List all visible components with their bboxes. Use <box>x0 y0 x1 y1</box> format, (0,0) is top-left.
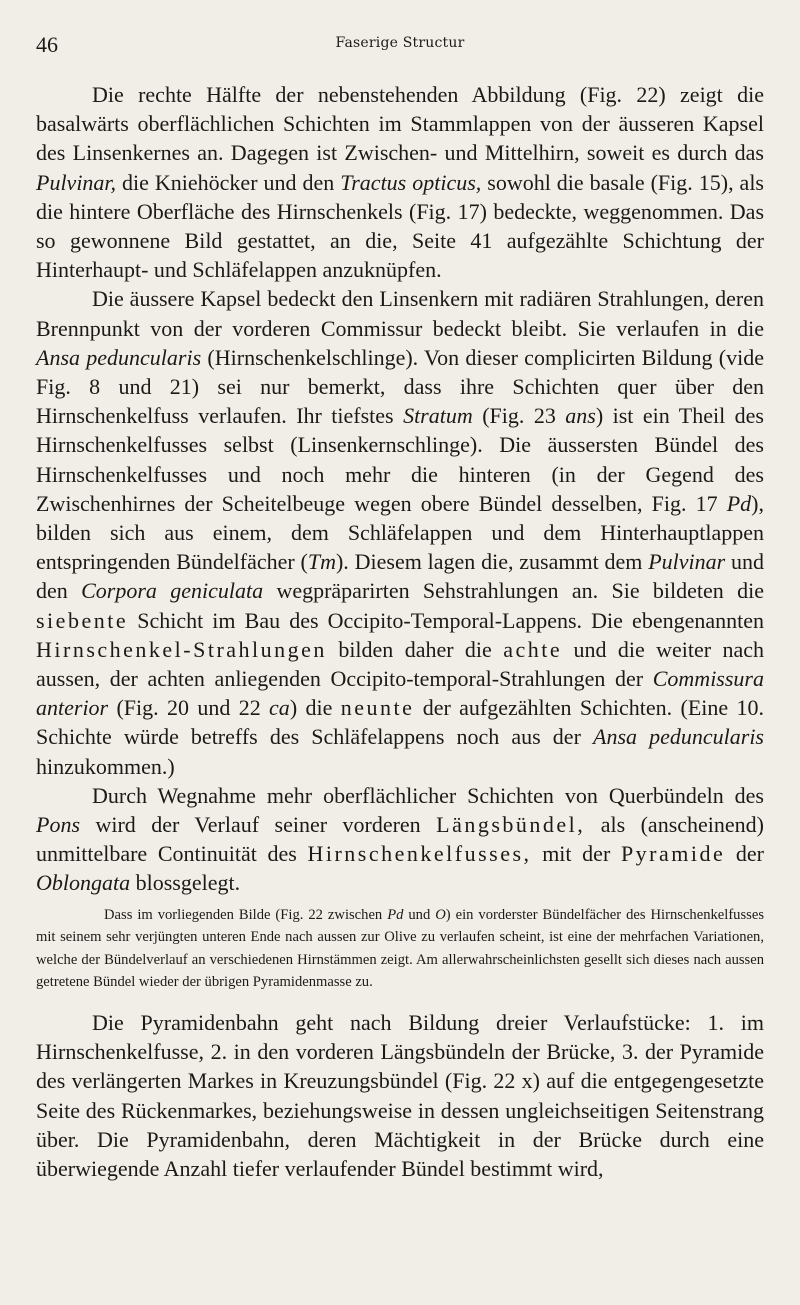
spaced-term: Pyramide <box>620 841 726 867</box>
text-run: Die äussere Kapsel bedeckt den Linsenkern mit radiären Strahlungen, deren Brennpunkt von der vorderen Commissur bedeckt bleibt. Sie verlaufen in die <box>36 286 764 341</box>
text-run: und den <box>36 549 765 604</box>
paragraph-4: Die Pyramidenbahn geht nach Bildung dreier Verlaufstücke: 1. im Hirnschenkelfusse, 2. in den vorderen Längsbündeln der Brücke, 3. der Pyramide des verlängerten Markes in Kreuzungsbündel (Fig. 22 x) auf die entgegengesetzte Seite des Rückenmarkes, beziehungsweise in dessen ungleichseitigen Seitenstrang über. Die Pyramidenbahn, deren Mächtigkeit in der Brücke durch eine überwiegende Anzahl tiefer verlaufender Bündel bestimmt wird, <box>36 1010 764 1182</box>
text-run: hinzukommen.) <box>36 753 175 779</box>
running-title: Faserige Structur <box>335 35 465 51</box>
text-run: (Fig. 23 <box>472 403 566 429</box>
text-run: Dass im vorliegenden Bilde (Fig. 22 zwischen <box>104 906 388 923</box>
spaced-term: siebente <box>36 607 129 633</box>
body-text <box>36 80 764 1183</box>
italic-term: Stratum <box>403 403 473 429</box>
italic-term: O <box>435 906 446 923</box>
text-run: blossgelegt. <box>130 870 241 896</box>
italic-term: Pons <box>36 812 80 838</box>
text-run: wegpräparirten Sehstrahlungen an. Sie bildeten die <box>263 578 765 604</box>
paragraph-2 <box>36 284 764 780</box>
italic-term: Oblongata <box>36 870 131 896</box>
text-run: der aufgezählten Schichten. (Eine 10. Schichte würde betreffs des Schläfelappens noch aus der <box>36 695 764 750</box>
spaced-term: Hirnschenkel-Strahlungen <box>36 636 327 662</box>
italic-term: ans <box>565 403 596 429</box>
spaced-term: achte <box>503 636 563 662</box>
italic-term: Pd <box>726 490 752 516</box>
text-run: der <box>725 841 765 867</box>
italic-term: Ansa peduncularis <box>593 724 764 750</box>
text-run: die Kniehöcker und den <box>116 169 341 195</box>
italic-term: Commissura anterior <box>36 666 764 721</box>
text-run: Durch Wegnahme mehr oberflächlicher Schichten von Querbündeln des <box>92 782 764 808</box>
text-run: ) ein vorderster Bündelfächer des Hirnschenkelfusses mit seinem sehr verjüngten unteren Ende nach aussen zur Olive zu verlaufen scheint, ist eine der mehrfachen Variationen, welche der Bündelverlauf an verschiedenen Hirnstämmen zeigt. Am allerwahrscheinlichsten gesellt sich dieses nach aussen getretene Bündel wieder der übrigen Pyramidenmasse zu. <box>36 906 764 991</box>
italic-term: Pulvinar <box>648 549 726 575</box>
text-run: wird der Verlauf seiner vorderen <box>80 812 437 838</box>
text-run: bilden daher die <box>326 636 504 662</box>
italic-term: Ansa peduncularis <box>36 344 202 370</box>
paragraph-3 <box>36 781 764 898</box>
italic-term: ca <box>269 695 290 721</box>
text-run: Die rechte Hälfte der nebenstehenden Abbildung (Fig. 22) zeigt die basalwärts oberflächlichen Schichten im Stammlappen von der äusseren Kapsel des Linsenkernes an. Dagegen ist Zwischen- und Mittelhirn, soweit es durch das <box>36 82 764 166</box>
italic-term: Corpora geniculata <box>81 578 264 604</box>
text-run: sowohl die basale (Fig. 15), als die hintere Oberfläche des Hirnschenkels (Fig. 17) bedeckte, weggenommen. Das so gewonnene Bild gestattet, an die, Seite 41 aufgezählte Schichtung der Hinterhaupt- und Schläfelappen anzuknüpfen. <box>36 169 764 283</box>
text-run: ) die <box>289 695 341 721</box>
italic-term: Pulvinar, <box>36 169 117 195</box>
italic-term: Tm <box>307 549 336 575</box>
text-run: (Fig. 20 und 22 <box>108 695 270 721</box>
spaced-term: Hirnschenkelfusses, <box>307 841 532 867</box>
italic-term: Tractus opticus, <box>340 169 482 195</box>
page-header <box>36 30 764 80</box>
text-run: und die weiter nach aussen, der achten anliegenden Occipito-temporal-Strahlungen der <box>36 636 764 692</box>
text-run: und <box>403 906 436 923</box>
footnote-paragraph <box>36 904 764 994</box>
text-run: Schicht im Bau des Occipito-Temporal-Lappens. Die ebengenannten <box>128 607 764 633</box>
italic-term: Pd <box>387 906 404 923</box>
text-run: ). Diesem lagen die, zusammt dem <box>335 549 649 575</box>
text-run: ) ist ein Theil des Hirnschenkelfusses selbst (Linsenkernschlinge). Die äussersten Bündel des Hirnschenkelfusses und noch mehr die hinteren (in der Gegend des Zwischenhirnes der Scheitelbeuge wegen obere Bündel desselben, Fig. 17 <box>36 403 764 516</box>
text-run: (Hirnschenkelschlinge). Von dieser complicirten Bildung (vide Fig. 8 und 21) sei nur bemerkt, dass ihre Schichten quer über den Hirnschenkelfuss verlaufen. Ihr tiefstes <box>36 344 764 429</box>
paragraph-1 <box>36 80 764 284</box>
spaced-term: Längsbündel, <box>436 812 586 838</box>
text-run: als (anscheinend) unmittelbare Continuität des <box>36 812 764 867</box>
text-run: mit der <box>531 841 621 867</box>
page-number: 46 <box>36 32 58 57</box>
text-run: ), bilden sich aus einem, dem Schläfelappen und dem Hinterhauptlappen entspringenden Bündelfächer ( <box>36 490 764 575</box>
spaced-term: neunte <box>340 695 415 721</box>
